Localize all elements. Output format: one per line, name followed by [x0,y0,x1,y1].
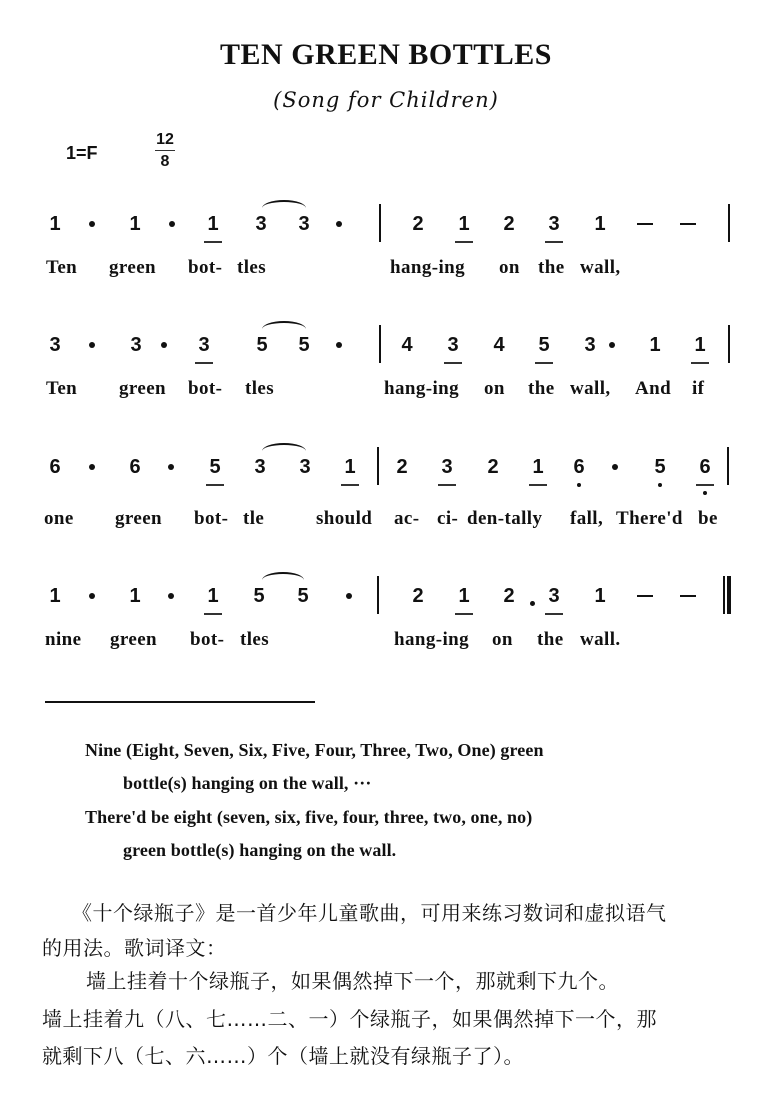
dot [89,221,95,227]
lyric-word: should [316,508,373,529]
lyric-word: wall, [570,378,611,399]
lyric-word: Ten [46,378,78,399]
note: 1 [594,213,606,235]
note: 3 [194,333,214,357]
verse-line: green bottle(s) hanging on the wall. [123,840,397,860]
lyric-word: tle [243,508,265,529]
dash [637,595,653,597]
note: 2 [412,213,424,235]
lyric-word: bot- [188,378,223,399]
note: 1 [129,213,141,235]
lyric-word: the [528,378,555,399]
final-barline [723,576,731,614]
note: 1 [203,212,223,236]
fraction-bar [155,150,175,151]
lyric-word: green [110,629,158,650]
lyric-word: one [44,508,74,529]
barline [728,325,730,363]
time-signature-numerator: 12 [156,131,174,148]
lyric-word: green [115,508,163,529]
chinese-line: 墙上挂着十个绿瓶子，如果偶然掉下一个，那就剩下九个。 [86,969,619,993]
verse-line: Nine (Eight, Seven, Six, Five, Four, Three, Two, One) green [85,740,544,760]
note: 1 [454,584,474,608]
note-low-octave: 6 [569,455,589,479]
note: 1 [203,584,223,608]
note: 3 [437,455,457,479]
note: 3 [49,334,61,356]
note: 1 [649,334,661,356]
notation-line-3 [0,455,772,495]
note: 3 [298,213,310,235]
note: 5 [297,585,309,607]
barline [379,204,381,242]
dot [530,601,535,606]
note: 5 [253,585,265,607]
note: 3 [254,456,266,478]
divider-rule [45,701,315,703]
note: 3 [255,213,267,235]
note: 2 [487,456,499,478]
dot [612,464,618,470]
lyric-word: wall. [580,629,621,650]
dot [168,593,174,599]
note: 6 [49,456,61,478]
lyric-word: hang-ing [384,378,460,399]
notation-line-2 [0,333,772,373]
dash [680,595,696,597]
note: 1 [454,212,474,236]
time-signature [152,130,178,171]
lyric-word: bot- [190,629,225,650]
dot [609,342,615,348]
lyric-word: the [537,629,564,650]
lyrics-line-4 [0,629,772,655]
song-title: TEN GREEN BOTTLES [220,38,552,71]
note: 1 [129,585,141,607]
dash [680,223,696,225]
lyric-word: fall, [570,508,604,529]
verse-line: There'd be eight (seven, six, five, four, three, two, one, no) [85,807,533,827]
lyrics-line-1 [0,257,772,283]
note: 1 [49,213,61,235]
chinese-line: 墙上挂着九（八、七……二、一）个绿瓶子，如果偶然掉下一个，那 [42,1007,657,1031]
note: 1 [690,333,710,357]
lyric-word: on [499,257,520,278]
note: 1 [528,455,548,479]
note: 3 [544,584,564,608]
dot [89,342,95,348]
note: 3 [130,334,142,356]
note: 3 [443,333,463,357]
lyric-word: hang-ing [394,629,470,650]
lyric-word: There'd [616,508,683,529]
lyric-word: ci- [437,508,459,529]
note: 5 [298,334,310,356]
song-subtitle: (Song for Children) [273,88,499,112]
dot [169,221,175,227]
barline [377,447,379,485]
dot [161,342,167,348]
note-low-octave: 5 [650,455,670,479]
note: 1 [49,585,61,607]
note: 2 [503,585,515,607]
lyric-word: if [692,378,705,399]
lyrics-line-3 [0,508,772,534]
lyric-word: tles [245,378,275,399]
lyric-word: Ten [46,257,78,278]
notation-line-4 [0,584,772,624]
lyric-word: tles [240,629,270,650]
barline [377,576,379,614]
chinese-line: 《十个绿瓶子》是一首少年儿童歌曲，可用来练习数词和虚拟语气 [72,901,667,925]
barline [728,204,730,242]
chinese-line: 的用法。歌词译文： [42,936,227,960]
lyrics-line-2 [0,378,772,404]
chinese-line: 就剩下八（七、六……）个（墙上就没有绿瓶子了）。 [42,1044,524,1068]
notation-line-1 [0,212,772,252]
key-signature: 1=F [66,143,98,163]
lyric-word: ac- [394,508,420,529]
note: 2 [396,456,408,478]
note: 2 [412,585,424,607]
time-signature-denominator: 8 [160,153,170,170]
dot [89,593,95,599]
lyric-word: on [492,629,513,650]
note: 4 [401,334,413,356]
lyric-word: bot- [194,508,229,529]
dot [168,464,174,470]
lyric-word: on [484,378,505,399]
barline [727,447,729,485]
lyric-word: green [119,378,167,399]
note: 5 [534,333,554,357]
lyric-word: den-tally [467,508,543,529]
lyric-word: green [109,257,157,278]
note: 1 [340,455,360,479]
lyric-word: nine [45,629,82,650]
lyric-word: hang-ing [390,257,466,278]
lyric-word: wall, [580,257,621,278]
barline [379,325,381,363]
lyric-word: be [698,508,718,529]
note: 5 [205,455,225,479]
verse-line: bottle(s) hanging on the wall, ··· [123,773,372,793]
note: 2 [503,213,515,235]
note: 5 [256,334,268,356]
lyric-word: the [538,257,565,278]
note: 4 [493,334,505,356]
dot [346,593,352,599]
note: 1 [594,585,606,607]
dot [336,342,342,348]
note: 3 [299,456,311,478]
lyric-word: And [635,378,672,399]
note: 3 [544,212,564,236]
note: 6 [129,456,141,478]
note: 3 [584,334,596,356]
lyric-word: bot- [188,257,223,278]
note-low-octave: 6 [695,455,715,479]
lyric-word: tles [237,257,267,278]
dash [637,223,653,225]
dot [336,221,342,227]
dot [89,464,95,470]
